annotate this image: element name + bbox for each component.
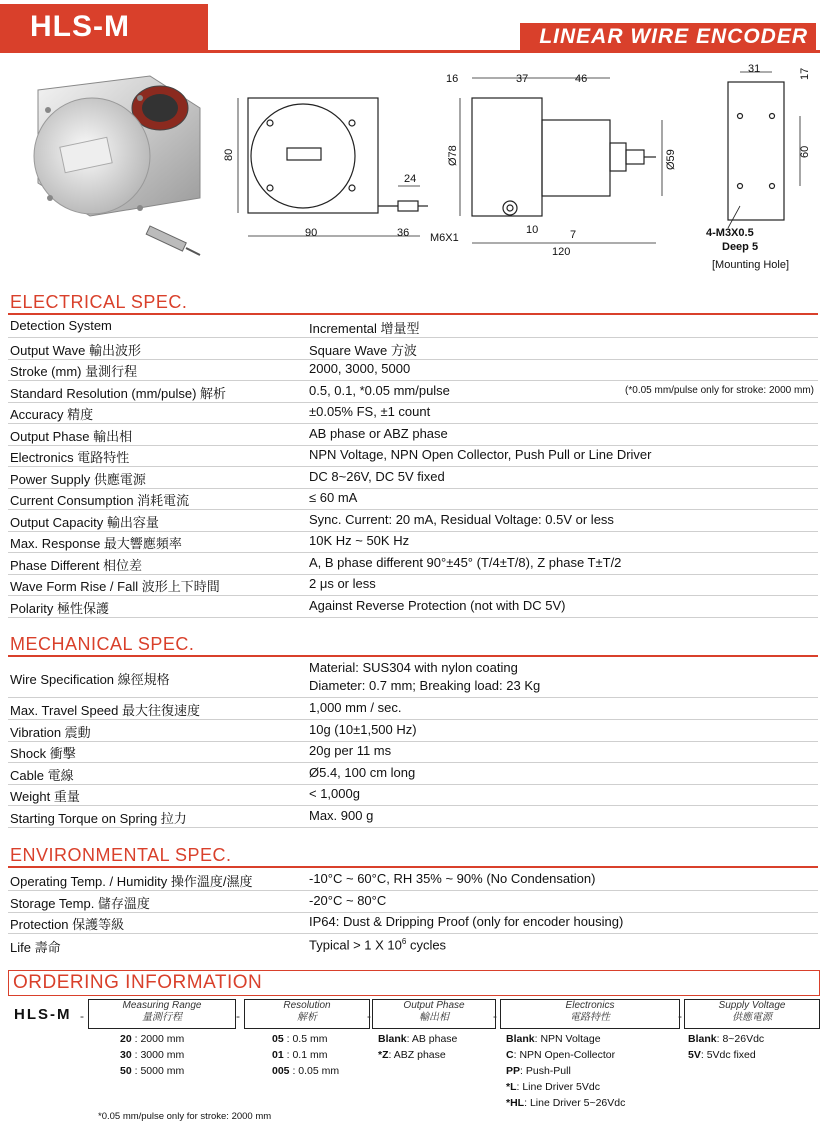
spec-row — [8, 740, 818, 763]
option-code: 5V — [688, 1049, 701, 1061]
ordering-footnote: *0.05 mm/pulse only for stroke: 2000 mm — [98, 1111, 272, 1122]
ordering-box — [372, 999, 496, 1029]
spec-row — [8, 762, 818, 785]
spec-row — [8, 530, 818, 553]
option-text: Line Driver 5~26Vdc — [529, 1097, 626, 1109]
ordering-option — [272, 1033, 327, 1045]
option-text: 2000 mm — [140, 1033, 185, 1045]
ordering-box-en: Resolution — [283, 1000, 331, 1011]
ordering-box-en: Electronics — [565, 1000, 615, 1011]
technical-drawings — [0, 58, 820, 283]
front-view-drawing — [238, 98, 428, 236]
option-text: Line Driver 5Vdc — [522, 1081, 600, 1093]
spec-row-life — [8, 934, 818, 956]
option-code: *L — [506, 1081, 517, 1093]
ordering-option — [120, 1049, 184, 1061]
spec-row — [8, 573, 818, 596]
ordering-option — [378, 1033, 457, 1045]
spec-value: < 1,000g — [309, 786, 360, 802]
dim-thread: M6X1 — [430, 232, 459, 244]
spec-value: DC 8~26V, DC 5V fixed — [309, 468, 445, 484]
ordering-option — [506, 1097, 625, 1109]
option-separator: : — [513, 1049, 520, 1061]
dim-side-bottom-1: 10 — [526, 224, 539, 236]
spec-value: 10g (10±1,500 Hz) — [309, 721, 417, 737]
ordering-box-zh: 解析 — [297, 1012, 317, 1023]
dim-side-top-3: 46 — [575, 73, 588, 85]
spec-value: ±0.05% FS, ±1 count — [309, 404, 431, 419]
dim-shaft-length: 36 — [397, 227, 410, 239]
ordering-option — [120, 1065, 184, 1077]
hole-spec-line-1: 4-M3X0.5 — [706, 227, 754, 239]
spec-row — [8, 911, 818, 934]
option-text: NPN Open-Collector — [519, 1049, 616, 1061]
spec-value: 10K Hz ~ 50K Hz — [309, 533, 410, 548]
spec-label: Cable 電線 — [10, 767, 74, 783]
dim-front-width: 90 — [305, 227, 318, 239]
mechanical-spec-title: MECHANICAL SPEC. — [10, 634, 195, 654]
spec-label: Storage Temp. 儲存溫度 — [10, 895, 150, 911]
wire-material: Material: SUS304 with nylon coating — [309, 660, 518, 675]
ordering-box — [88, 999, 236, 1029]
model-title: HLS-M — [30, 10, 130, 43]
spec-value: NPN Voltage, NPN Open Collector, Push Pull or Line Driver — [309, 447, 652, 462]
dim-side-total: 120 — [552, 246, 571, 258]
spec-value: Typical > 1 X $10^6$ cycles — [309, 937, 447, 953]
dim-side-dia-1: Ø78 — [447, 145, 459, 166]
dim-connector-width: 24 — [404, 173, 417, 185]
option-separator: : — [716, 1033, 723, 1045]
option-text: Push-Pull — [525, 1065, 571, 1077]
option-separator: : — [283, 1049, 293, 1061]
dim-bottom-height: 60 — [799, 145, 811, 158]
ordering-box-zh: 電路特性 — [570, 1012, 610, 1023]
option-code: Blank — [688, 1033, 717, 1045]
spec-row — [8, 444, 818, 467]
spec-label: Stroke (mm) 量測行程 — [10, 364, 138, 379]
spec-row — [8, 487, 818, 510]
dim-bottom-width: 31 — [748, 63, 761, 75]
ordering-option — [506, 1033, 601, 1045]
dim-side-top-2: 37 — [516, 73, 529, 85]
spec-row — [8, 401, 818, 424]
spec-value: 20g per 11 ms — [309, 743, 392, 759]
option-separator: : — [131, 1049, 141, 1061]
spec-value: 2 μs or less — [309, 576, 376, 591]
spec-label: Current Consumption 消耗電流 — [10, 493, 190, 508]
spec-label: Output Phase 輸出相 — [10, 428, 133, 444]
ordering-box-zh: 輸出相 — [419, 1012, 449, 1023]
ordering-title: ORDERING INFORMATION — [13, 972, 263, 993]
product-photo — [34, 76, 200, 255]
spec-row — [8, 509, 818, 532]
spec-row — [8, 719, 818, 742]
spec-value: Ø5.4, 100 cm long — [309, 764, 416, 780]
option-separator: : — [516, 1081, 523, 1093]
hole-caption: [Mounting Hole] — [712, 259, 790, 271]
ordering-box-zh: 量測行程 — [142, 1012, 182, 1023]
ordering-option — [506, 1081, 600, 1093]
spec-value: 2000, 3000, 5000 — [309, 361, 411, 376]
spec-label: Power Supply 供應電源 — [10, 471, 146, 487]
spec-label: Life 壽命 — [10, 940, 61, 955]
option-text: 0.5 mm — [292, 1033, 328, 1045]
option-separator: : — [289, 1065, 299, 1077]
option-text: AB phase — [411, 1033, 458, 1045]
option-separator: : — [534, 1033, 541, 1045]
ordering-model: HLS-M — [14, 1006, 72, 1023]
dim-side-dia-2: Ø59 — [665, 149, 677, 170]
spec-row — [8, 890, 818, 913]
spec-value: AB phase or ABZ phase — [309, 425, 448, 441]
spec-value — [309, 659, 540, 695]
spec-row — [8, 315, 818, 338]
option-code: Blank — [506, 1033, 535, 1045]
spec-row — [8, 552, 818, 575]
spec-label: Vibration 震動 — [10, 724, 91, 740]
spec-value: -10°C ~ 60°C, RH 35% ~ 90% (No Condensation) — [309, 871, 596, 886]
option-separator: : — [406, 1033, 412, 1045]
subtitle-banner — [520, 23, 816, 53]
dim-front-height: 80 — [223, 148, 235, 161]
spec-value: A, B phase different 90°±45° (T/4±T/8), Z phase T±T/2 — [309, 554, 622, 570]
option-code: *HL — [506, 1097, 525, 1109]
spec-label: Shock 衝擊 — [10, 746, 76, 762]
option-code: PP — [506, 1065, 521, 1077]
option-separator: : — [700, 1049, 707, 1061]
spec-row — [8, 868, 818, 891]
spec-label: Polarity 極性保護 — [10, 600, 109, 616]
spec-value: Square Wave 方波 — [309, 342, 417, 358]
side-view-drawing — [460, 78, 662, 243]
spec-label: Electronics 電路特性 — [10, 450, 130, 465]
spec-label: Wire Specification 線徑規格 — [10, 672, 170, 687]
spec-row — [8, 805, 818, 828]
option-code: 005 — [272, 1065, 290, 1077]
spec-label: Operating Temp. / Humidity 操作溫度/濕度 — [10, 874, 253, 889]
option-text: NPN Voltage — [540, 1033, 601, 1045]
mounting-view-drawing — [728, 72, 800, 228]
option-separator: : — [388, 1049, 394, 1061]
ordering-dash: - — [367, 1009, 371, 1023]
dim-bottom-top: 17 — [799, 67, 811, 80]
option-code: C — [506, 1049, 514, 1061]
spec-label: Output Capacity 輸出容量 — [10, 514, 159, 530]
dim-side-bottom-2: 7 — [570, 229, 577, 241]
spec-row — [8, 466, 818, 489]
option-text: 5000 mm — [140, 1065, 185, 1077]
option-text: 0.1 mm — [292, 1049, 328, 1061]
spec-label: Starting Torque on Spring 拉力 — [10, 811, 187, 826]
ordering-box-zh: 供應電源 — [732, 1012, 772, 1023]
option-code: *Z — [378, 1049, 389, 1061]
hole-spec-line-2: Deep 5 — [722, 241, 759, 253]
ordering-dash: - — [80, 1009, 84, 1023]
spec-value: Max. 900 g — [309, 808, 374, 823]
spec-note: (*0.05 mm/pulse only for stroke: 2000 mm) — [625, 384, 814, 396]
spec-value: Against Reverse Protection (not with DC 5V) — [309, 597, 566, 613]
option-code: Blank — [378, 1033, 407, 1045]
wire-diameter: Diameter: 0.7 mm; Breaking load: 23 Kg — [309, 678, 541, 693]
ordering-title-box — [8, 970, 820, 996]
spec-label: Weight 重量 — [10, 789, 80, 805]
option-code: 01 — [272, 1049, 284, 1061]
option-separator: : — [524, 1097, 530, 1109]
option-text: 3000 mm — [140, 1049, 185, 1061]
option-separator: : — [520, 1065, 526, 1077]
ordering-option — [120, 1033, 184, 1045]
spec-label: Accuracy 精度 — [10, 407, 94, 422]
spec-label: Detection System — [10, 318, 112, 333]
spec-row — [8, 595, 818, 618]
spec-row — [8, 358, 818, 381]
spec-label: Wave Form Rise / Fall 波形上下時間 — [10, 579, 220, 594]
ordering-option — [688, 1033, 764, 1045]
spec-label: Output Wave 輸出波形 — [10, 342, 141, 358]
option-separator: : — [131, 1033, 141, 1045]
spec-label: Standard Resolution (mm/pulse) 解析 — [10, 385, 227, 401]
ordering-option — [272, 1049, 327, 1061]
ordering-dash: - — [678, 1009, 682, 1023]
spec-label: Protection 保護等級 — [10, 917, 125, 932]
spec-value: Sync. Current: 20 mA, Residual Voltage: 0.5V or less — [309, 511, 614, 527]
product-subtitle: LINEAR WIRE ENCODER — [539, 25, 808, 48]
option-text: 0.05 mm — [298, 1065, 340, 1077]
header-tab — [0, 4, 208, 50]
spec-value: 1,000 mm / sec. — [309, 700, 402, 715]
option-separator: : — [131, 1065, 141, 1077]
ordering-box-en: Supply Voltage — [718, 1000, 786, 1011]
dim-side-top-1: 16 — [446, 73, 459, 85]
ordering-option — [688, 1049, 756, 1061]
ordering-box-en: Output Phase — [403, 1000, 465, 1011]
spec-value: -20°C ~ 80°C — [309, 892, 387, 908]
ordering-option — [378, 1049, 446, 1061]
option-code: 05 — [272, 1033, 284, 1045]
option-text: 8~26Vdc — [722, 1033, 765, 1045]
ordering-option — [272, 1065, 339, 1077]
option-separator: : — [283, 1033, 293, 1045]
ordering-box — [684, 999, 820, 1029]
spec-label: Max. Travel Speed 最大往復速度 — [10, 703, 200, 718]
ordering-option — [506, 1049, 615, 1061]
spec-row — [8, 423, 818, 446]
option-code: 50 — [120, 1065, 132, 1077]
ordering-dash: - — [493, 1009, 497, 1023]
option-text: 5Vdc fixed — [706, 1049, 756, 1061]
environmental-spec-title: ENVIRONMENTAL SPEC. — [10, 845, 232, 865]
spec-row-wire — [8, 657, 818, 698]
ordering-dash: - — [236, 1009, 240, 1023]
spec-row — [8, 380, 818, 403]
option-code: 20 — [120, 1033, 132, 1045]
spec-value: ≤ 60 mA — [309, 490, 358, 505]
ordering-option — [506, 1065, 571, 1077]
spec-value: Incremental 增量型 — [309, 321, 420, 336]
ordering-box-en: Measuring Range — [122, 1000, 202, 1011]
spec-row — [8, 697, 818, 720]
spec-label: Phase Different 相位差 — [10, 557, 142, 573]
ordering-box — [244, 999, 370, 1029]
spec-value: 0.5, 0.1, *0.05 mm/pulse — [309, 382, 450, 398]
spec-row — [8, 783, 818, 806]
spec-label: Max. Response 最大響應頻率 — [10, 536, 182, 551]
spec-row — [8, 337, 818, 360]
option-code: 30 — [120, 1049, 132, 1061]
option-text: ABZ phase — [393, 1049, 446, 1061]
electrical-spec-title: ELECTRICAL SPEC. — [10, 292, 188, 312]
ordering-box — [500, 999, 680, 1029]
spec-value: IP64: Dust & Dripping Proof (only for encoder housing) — [309, 914, 624, 929]
